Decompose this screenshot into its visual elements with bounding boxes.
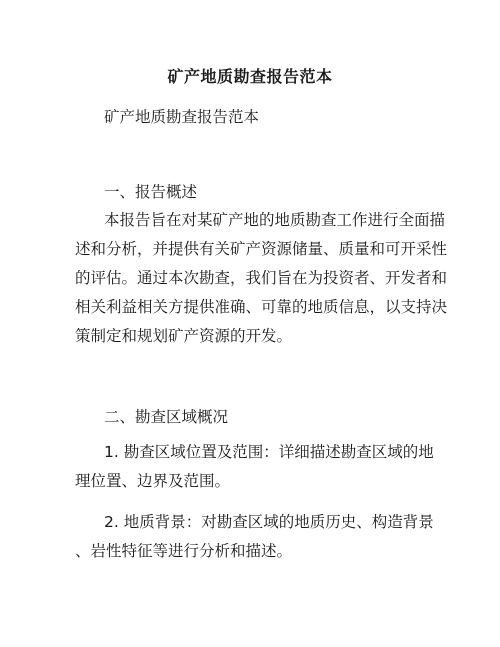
section-heading-area: 二、勘查区域概况 <box>104 408 229 426</box>
paragraph-line: 述和分析，并提供有关矿产资源储量、质量和可开采性 <box>75 240 448 258</box>
section-heading-overview: 一、报告概述 <box>104 183 198 201</box>
paragraph-line: 1. 勘查区域位置及范围：详细描述勘查区域的地 <box>104 443 434 461</box>
area-item-location <box>75 438 445 496</box>
overview-paragraph <box>75 206 448 351</box>
paragraph-line: 理位置、边界及范围。 <box>75 472 231 490</box>
document-title: 矿产地质勘查报告范本 <box>167 67 333 86</box>
paragraph-line: 相关利益相关方提供准确、可靠的地质信息，以支持决 <box>75 298 448 316</box>
paragraph-line: 策制定和规划矿产资源的开发。 <box>75 327 293 345</box>
document-subtitle: 矿产地质勘查报告范本 <box>104 108 260 126</box>
paragraph-line: 2. 地质背景：对勘查区域的地质历史、构造背景 <box>104 513 434 531</box>
paragraph-line: 本报告旨在对某矿产地的地质勘查工作进行全面描 <box>104 211 446 229</box>
area-item-geology <box>75 508 445 566</box>
paragraph-line: 的评估。通过本次勘查，我们旨在为投资者、开发者和 <box>75 269 448 287</box>
paragraph-line: 、岩性特征等进行分析和描述。 <box>75 542 293 560</box>
